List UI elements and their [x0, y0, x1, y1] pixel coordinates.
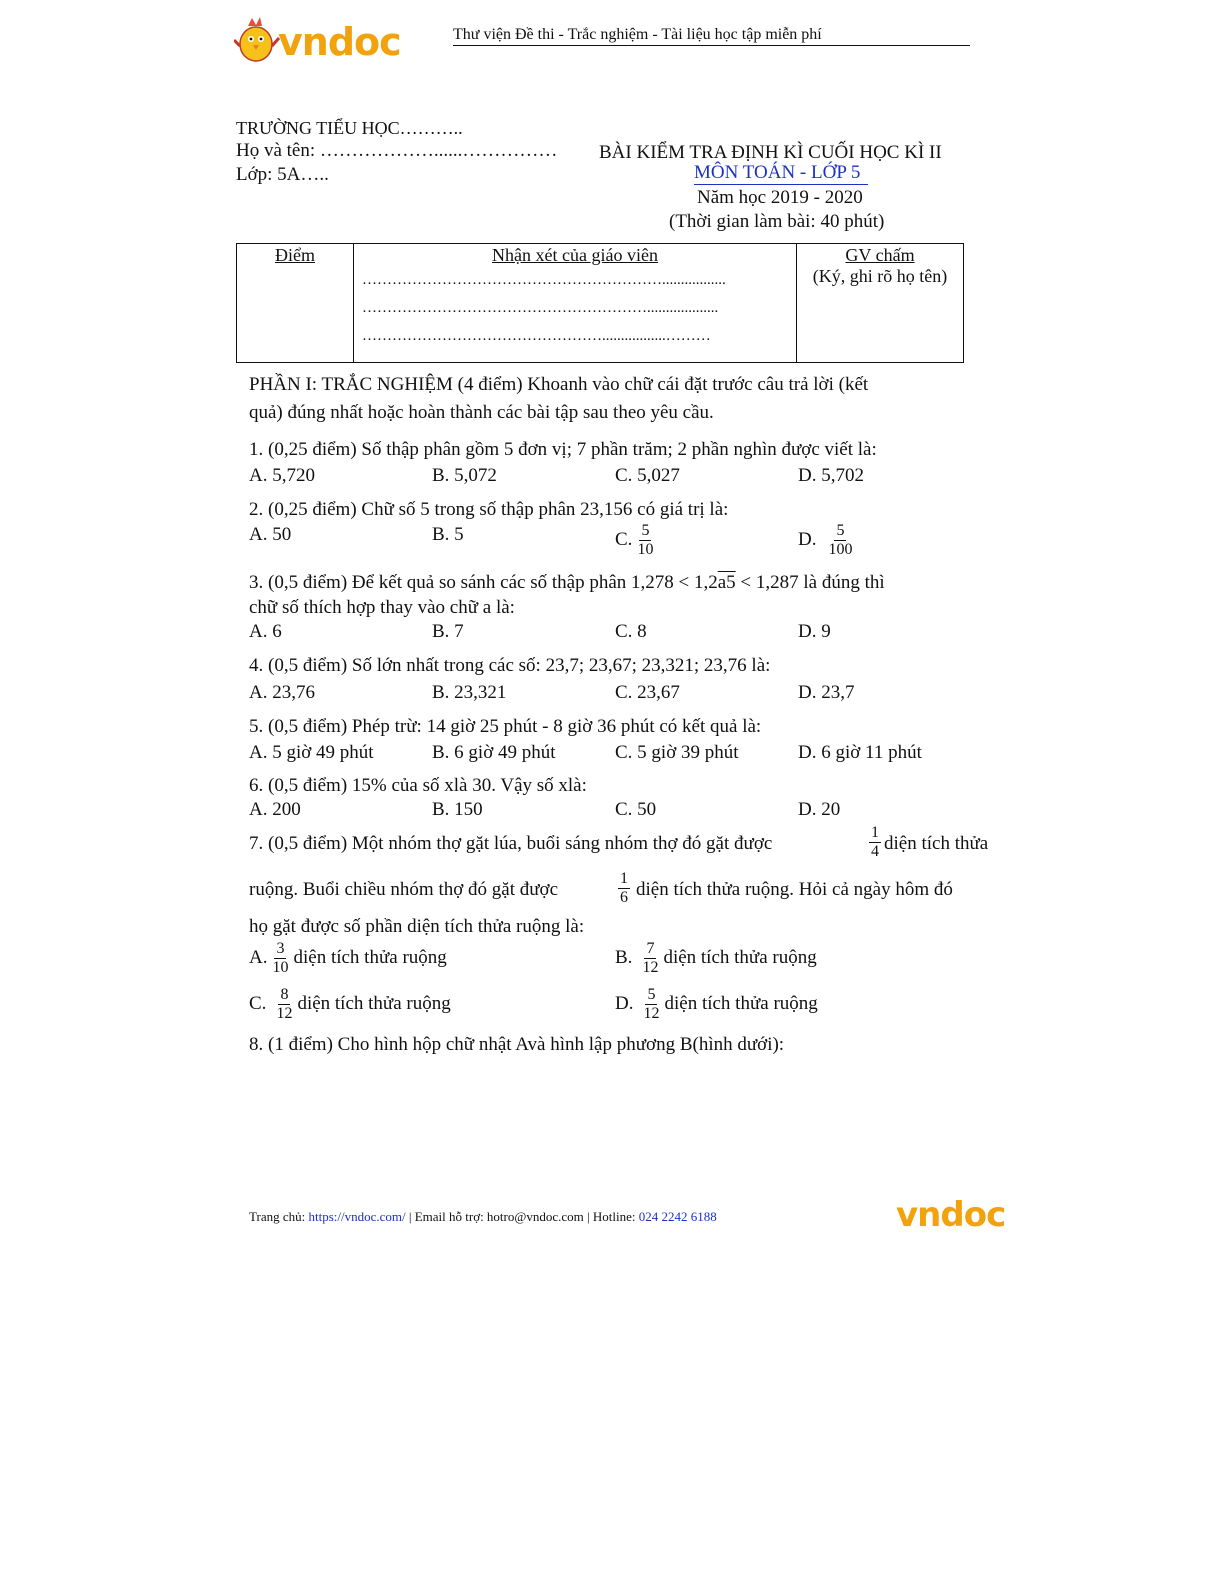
q2-option-d-label: D. [798, 528, 817, 550]
question-7-line1: 7. (0,5 điểm) Một nhóm thợ gặt lúa, buổi sáng nhóm thợ đó gặt được [249, 833, 773, 854]
q4-option-b: B. 23,321 [432, 682, 507, 703]
q7-c-fraction [274, 986, 294, 1023]
question-7-line2-end: diện tích thửa ruộng. Hỏi cả ngày hôm đó [636, 879, 953, 900]
fraction-numerator: 1 [871, 824, 879, 841]
q2-c-fraction [635, 522, 655, 559]
grader-header: GV chấm [845, 245, 915, 265]
q2-option-b: B. 5 [432, 524, 464, 545]
q4-option-d: D. 23,7 [798, 682, 855, 703]
q5-option-d: D. 6 giờ 11 phút [798, 742, 922, 763]
q1-option-c: C. 5,027 [615, 465, 680, 486]
fraction-denominator: 4 [871, 843, 879, 860]
q1-option-b: B. 5,072 [432, 465, 497, 486]
q7-option-c [249, 986, 451, 1023]
grader-note: (Ký, ghi rõ họ tên) [812, 266, 948, 286]
q1-option-d: D. 5,702 [798, 465, 864, 486]
section1-heading-line1: PHẦN I: TRẮC NGHIỆM (4 điểm) Khoanh vào chữ cái đặt trước câu trả lời (kết [249, 374, 869, 395]
comment-line: …………………………………………………................... [362, 300, 719, 316]
fraction-denominator: 12 [276, 1005, 293, 1022]
fraction-numerator: 7 [646, 940, 655, 957]
footer-home-link[interactable]: https://vndoc.com/ [308, 1209, 406, 1224]
fraction-numerator: 5 [647, 986, 656, 1003]
q4-option-c: C. 23,67 [615, 682, 680, 703]
q7-option-a [249, 940, 447, 977]
question-3-line1 [249, 571, 885, 595]
q7-option-b-label: B. [615, 946, 633, 968]
q3-overlined-digits: a5 [717, 572, 736, 593]
student-name-field: Họ và tên: ………………......…………… [236, 140, 558, 161]
q4-option-a: A. 23,76 [249, 682, 315, 703]
header-logo [234, 14, 409, 64]
q5-option-a: A. 5 giờ 49 phút [249, 742, 374, 763]
q2-option-c [615, 522, 658, 559]
q7-option-c-unit: diện tích thửa ruộng [297, 992, 451, 1014]
footer-hotline[interactable]: 024 2242 6188 [638, 1209, 717, 1224]
question-7-line2: ruộng. Buổi chiều nhóm thợ đó gặt được [249, 879, 559, 900]
q5-option-b: B. 6 giờ 49 phút [432, 742, 556, 763]
q7-option-a-label: A. [249, 946, 268, 968]
class-field: Lớp: 5A….. [236, 164, 329, 185]
section1-heading-line2: quả) đúng nhất hoặc hoàn thành các bài tập sau theo yêu cầu. [249, 402, 714, 423]
fraction-numerator: 5 [836, 522, 845, 539]
fraction-numerator: 5 [641, 522, 650, 539]
fraction-denominator: 12 [642, 959, 659, 976]
grade-table [236, 243, 964, 363]
q3-option-a: A. 6 [249, 621, 282, 642]
q7-option-d [615, 986, 818, 1023]
exam-time: (Thời gian làm bài: 40 phút) [669, 211, 885, 232]
exam-subject-text: MÔN TOÁN - LỚP 5 [694, 162, 861, 183]
question-7-line1-end: diện tích thửa [884, 833, 989, 854]
score-header: Điểm [275, 245, 315, 265]
footer-home-label: Trang chủ: [249, 1209, 309, 1224]
question-2: 2. (0,25 điểm) Chữ số 5 trong số thập phân 23,156 có giá trị là: [249, 499, 729, 520]
q7-option-b [615, 940, 817, 977]
exam-title: BÀI KIỂM TRA ĐỊNH KÌ CUỐI HỌC KÌ II [599, 142, 942, 163]
q7-fraction-afternoon [615, 870, 633, 907]
q7-d-fraction [641, 986, 661, 1023]
q2-d-fraction [826, 522, 854, 559]
fraction-denominator: 6 [620, 889, 628, 906]
q7-option-a-unit: diện tích thửa ruộng [293, 946, 447, 968]
question-1: 1. (0,25 điểm) Số thập phân gồm 5 đơn vị; 7 phần trăm; 2 phần nghìn được viết là: [249, 439, 877, 460]
fraction-denominator: 10 [272, 959, 289, 976]
question-4: 4. (0,5 điểm) Số lớn nhất trong các số: 23,7; 23,67; 23,321; 23,76 là: [249, 655, 771, 676]
fraction-denominator: 12 [643, 1005, 660, 1022]
q7-b-fraction [640, 940, 660, 977]
comment-line: ……………………………………………………................. [362, 272, 726, 288]
footer-logo: vndoc [896, 1195, 1006, 1235]
score-cell [237, 244, 354, 363]
teacher-comment-header: Nhận xét của giáo viên [492, 245, 658, 265]
q7-option-c-label: C. [249, 992, 267, 1014]
fraction-denominator: 10 [637, 541, 654, 558]
q5-option-c: C. 5 giờ 39 phút [615, 742, 739, 763]
site-tagline: Thư viện Đề thi - Trắc nghiệm - Tài liệu học tập miễn phí [453, 26, 970, 46]
q6-option-b: B. 150 [432, 799, 483, 820]
q3-option-c: C. 8 [615, 621, 647, 642]
comment-line: ………………………………………….................……… [362, 328, 711, 344]
q7-a-fraction [270, 940, 290, 977]
teacher-comment-cell [354, 244, 797, 363]
question-8: 8. (1 điểm) Cho hình hộp chữ nhật Avà hình lập phương B(hình dưới): [249, 1034, 785, 1055]
q3-option-b: B. 7 [432, 621, 464, 642]
q7-option-d-label: D. [615, 992, 634, 1014]
q7-fraction-morning [866, 824, 884, 861]
q3-text-post: < 1,287 là đúng thì [735, 572, 885, 593]
fraction-numerator: 3 [276, 940, 285, 957]
q2-option-d [798, 522, 857, 559]
grader-cell [797, 244, 964, 363]
q7-f1 [869, 824, 881, 861]
q6-option-a: A. 200 [249, 799, 301, 820]
q3-option-d: D. 9 [798, 621, 831, 642]
q1-option-a: A. 5,720 [249, 465, 315, 486]
fraction-denominator: 100 [828, 541, 853, 558]
q7-f2 [618, 870, 630, 907]
q7-option-b-unit: diện tích thửa ruộng [663, 946, 817, 968]
q6-option-c: C. 50 [615, 799, 657, 820]
fraction-numerator: 1 [620, 870, 628, 887]
q2-option-c-label: C. [615, 528, 633, 550]
q2-option-a: A. 50 [249, 524, 292, 545]
fraction-numerator: 8 [280, 986, 289, 1003]
question-5: 5. (0,5 điểm) Phép trừ: 14 giờ 25 phút - 8 giờ 36 phút có kết quả là: [249, 716, 762, 737]
footer-email: | Email hỗ trợ: hotro@vndoc.com | Hotline: [405, 1209, 639, 1224]
q3-text-pre: 3. (0,5 điểm) Để kết quả so sánh các số thập phân 1,278 < 1,2 [249, 572, 718, 593]
exam-subject [694, 162, 868, 185]
question-3-line2: chữ số thích hợp thay vào chữ a là: [249, 597, 515, 618]
vndoc-logo-text: vndoc [278, 20, 401, 64]
footer-contact [249, 1209, 717, 1225]
chick-mascot-icon [234, 16, 280, 64]
exam-year: Năm học 2019 - 2020 [697, 187, 863, 208]
q7-option-d-unit: diện tích thửa ruộng [664, 992, 818, 1014]
q6-option-d: D. 20 [798, 799, 841, 820]
school-field: TRƯỜNG TIỂU HỌC……….. [236, 118, 463, 138]
question-6: 6. (0,5 điểm) 15% của số xlà 30. Vậy số xlà: [249, 775, 587, 796]
question-7-line3: họ gặt được số phần diện tích thửa ruộng là: [249, 916, 585, 937]
